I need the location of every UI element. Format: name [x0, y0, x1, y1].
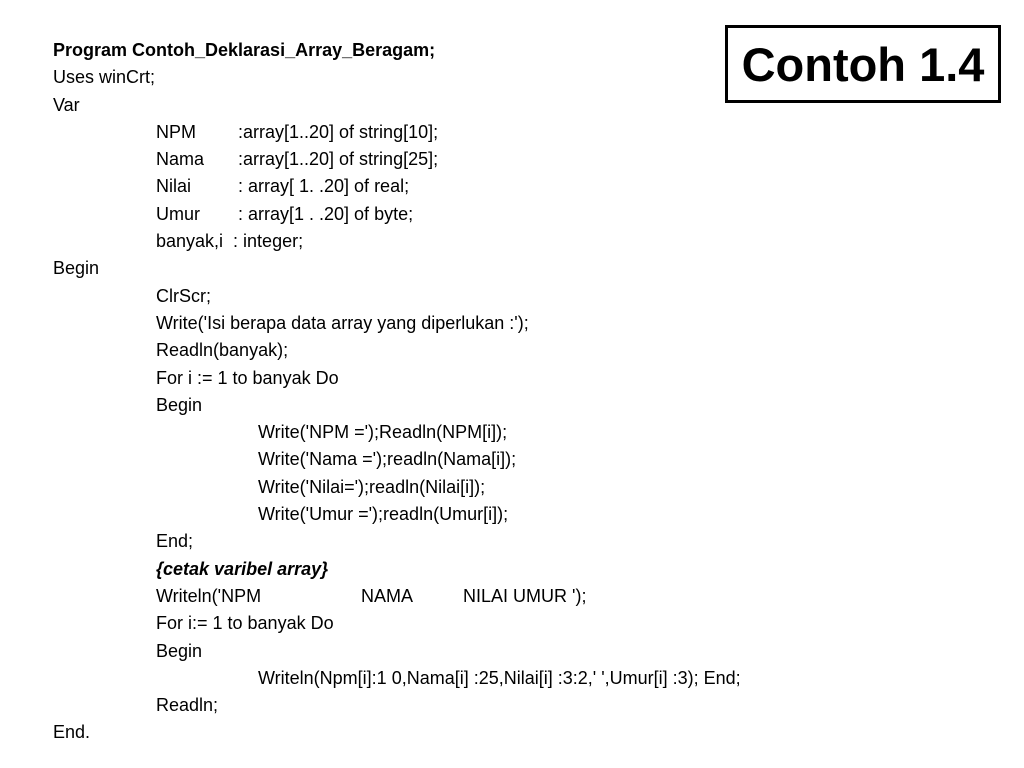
code-line-begin1: Begin — [156, 394, 203, 415]
code-listing — [53, 37, 853, 747]
code-line-write-umur: Write('Umur =');readln(Umur[i]); — [258, 504, 509, 525]
code-line-end-main: End. — [53, 722, 91, 743]
code-line-write-nama: Write('Nama =');readln(Nama[i]); — [258, 449, 517, 470]
writeln-header-npm: Writeln('NPM — [156, 585, 262, 606]
code-line-var: Var — [53, 94, 80, 115]
code-line-readln: Readln; — [156, 695, 219, 716]
code-line-begin-main: Begin — [53, 258, 100, 279]
code-line-clrscr: ClrScr; — [156, 285, 211, 306]
decl-umur-type: : array[1 . .20] of byte; — [238, 203, 414, 224]
code-line-for2: For i:= 1 to banyak Do — [156, 613, 334, 634]
code-line-writeln-header — [53, 583, 853, 610]
slide-title: Contoh 1.4 — [741, 37, 985, 91]
code-line-write-nilai: Write('Nilai=');readln(Nilai[i]); — [258, 476, 486, 497]
code-line-uses: Uses winCrt; — [53, 67, 156, 88]
code-line-begin2: Begin — [156, 640, 203, 661]
code-line-write-prompt: Write('Isi berapa data array yang diperlukan :'); — [156, 312, 529, 333]
code-line-write-npm: Write('NPM =');Readln(NPM[i]); — [258, 422, 508, 443]
code-line-decl-banyak: banyak,i : integer; — [156, 231, 304, 252]
decl-nama-name: Nama — [156, 149, 205, 170]
decl-nama-type: :array[1..20] of string[25]; — [238, 149, 439, 170]
writeln-header-nilai-umur: NILAI UMUR '); — [463, 585, 587, 606]
code-line-end1: End; — [156, 531, 194, 552]
decl-nilai-name: Nilai — [156, 176, 192, 197]
code-line-program: Program Contoh_Deklarasi_Array_Beragam; — [53, 40, 436, 60]
code-line-decl-npm — [53, 119, 853, 146]
code-line-decl-nilai — [53, 173, 853, 200]
code-line-for1: For i := 1 to banyak Do — [156, 367, 339, 388]
code-line-comment: {cetak varibel array} — [156, 558, 329, 579]
decl-nilai-type: : array[ 1. .20] of real; — [238, 176, 410, 197]
code-line-decl-nama — [53, 146, 853, 173]
writeln-header-nama: NAMA — [361, 585, 414, 606]
decl-npm-name: NPM — [156, 121, 196, 142]
decl-umur-name: Umur — [156, 203, 200, 224]
code-line-decl-umur — [53, 201, 853, 228]
code-line-readln-banyak: Readln(banyak); — [156, 340, 289, 361]
decl-npm-type: :array[1..20] of string[10]; — [238, 121, 439, 142]
code-line-writeln-row: Writeln(Npm[i]:1 0,Nama[i] :25,Nilai[i] :3:2,' ',Umur[i] :3); End; — [258, 667, 741, 688]
